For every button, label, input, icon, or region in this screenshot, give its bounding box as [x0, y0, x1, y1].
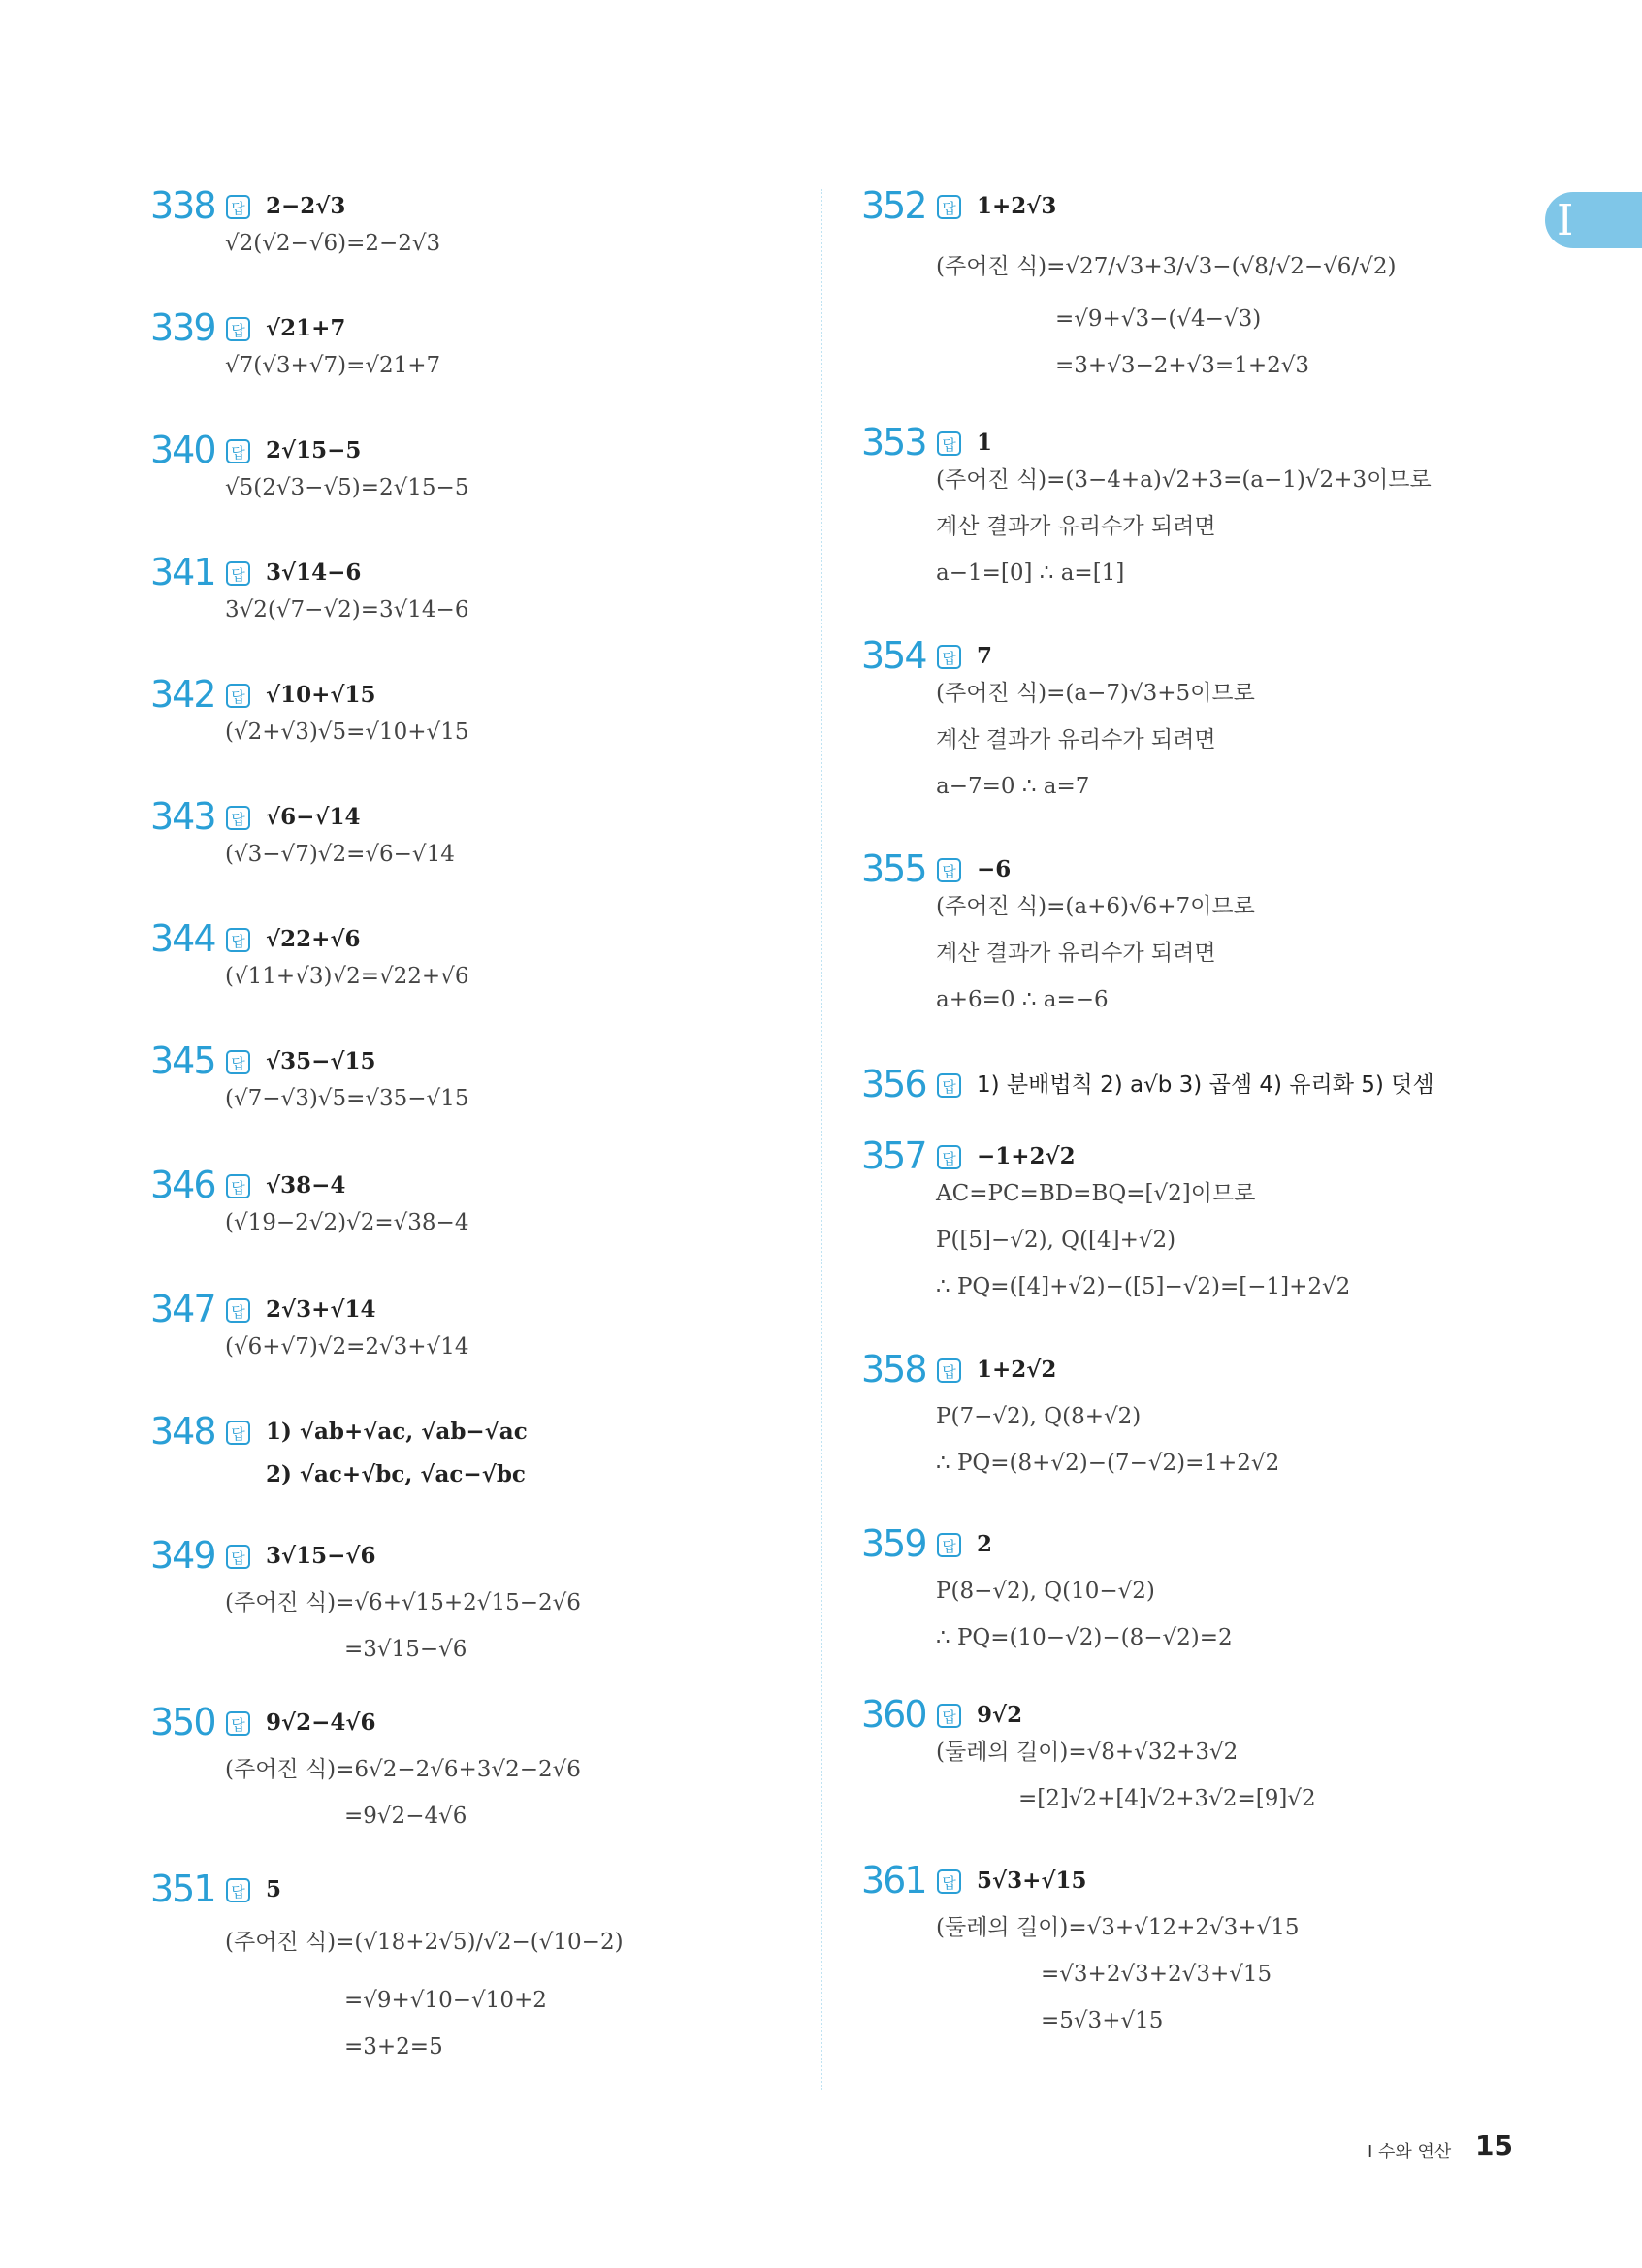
problem-number: 340: [150, 429, 215, 471]
answer-badge-icon: 답: [226, 195, 250, 219]
answer-badge-icon: 답: [226, 1545, 250, 1569]
problem-number: 346: [150, 1164, 215, 1206]
solution-line: √7(√3+√7)=√21+7: [225, 353, 441, 378]
footer-section: I 수와 연산: [1368, 2142, 1452, 2162]
problem-number: 349: [150, 1534, 215, 1577]
answer-badge-icon: 답: [937, 858, 961, 882]
answer-text: 2√3+√14: [266, 1296, 376, 1323]
answer-text: 9√2: [977, 1702, 1023, 1728]
problem-number: 357: [861, 1134, 926, 1177]
solution-line: =[2]√2+[4]√2+3√2=[9]√2: [1018, 1786, 1316, 1811]
answer-text: 1) 분배법칙 2) a√b 3) 곱셈 4) 유리화 5) 덧셈: [977, 1072, 1434, 1098]
solution-line: (√3−√7)√2=√6−√14: [225, 842, 455, 867]
answer-text: 1+2√2: [977, 1357, 1057, 1383]
solution-line: =√9+√3−(√4−√3): [1055, 306, 1262, 332]
solution-line: (√7−√3)√5=√35−√15: [225, 1086, 469, 1111]
problem-number: 355: [861, 847, 926, 890]
solution-line: (주어진 식)=(a−7)√3+5이므로: [936, 681, 1255, 706]
answer-badge-icon: 답: [226, 1421, 250, 1445]
solution-line: a+6=0 ∴ a=−6: [936, 987, 1109, 1012]
answer-badge-icon: 답: [937, 1358, 961, 1383]
answer-badge-icon: 답: [226, 1298, 250, 1323]
answer-text: 5: [266, 1876, 282, 1902]
answer-badge-icon: 답: [937, 645, 961, 669]
problem-number: 359: [861, 1522, 926, 1565]
chapter-tab: [1545, 192, 1642, 248]
answer-text: 9√2−4√6: [266, 1709, 376, 1736]
problem-number: 356: [861, 1063, 926, 1105]
answer-badge-icon: 답: [226, 439, 250, 463]
problem-number: 347: [150, 1288, 215, 1330]
answer-badge-icon: 답: [226, 928, 250, 952]
answer-text: √21+7: [266, 315, 346, 341]
solution-line: 계산 결과가 유리수가 되려면: [936, 514, 1216, 539]
problem-number: 358: [861, 1348, 926, 1390]
solution-line: (√6+√7)√2=2√3+√14: [225, 1334, 469, 1359]
solution-line: ∴ PQ=(10−√2)−(8−√2)=2: [936, 1625, 1233, 1650]
problem-number: 354: [861, 634, 926, 677]
answer-text: −6: [977, 856, 1012, 882]
solution-line: (√2+√3)√5=√10+√15: [225, 719, 469, 745]
answer-text: √35−√15: [266, 1048, 376, 1074]
solution-line: ∴ PQ=([4]+√2)−([5]−√2)=[−1]+2√2: [936, 1274, 1351, 1299]
solution-line: AC=PC=BD=BQ=[√2]이므로: [936, 1181, 1256, 1206]
solution-line: (주어진 식)=6√2−2√6+3√2−2√6: [225, 1757, 581, 1782]
solution-line: 계산 결과가 유리수가 되려면: [936, 941, 1216, 966]
answer-text: √22+√6: [266, 926, 361, 952]
answer-text: 2−2√3: [266, 193, 346, 219]
problem-number: 338: [150, 184, 215, 227]
answer-badge-icon: 답: [937, 1073, 961, 1098]
answer-badge-icon: 답: [226, 684, 250, 708]
solution-line: √2(√2−√6)=2−2√3: [225, 231, 441, 256]
solution-line: (√19−2√2)√2=√38−4: [225, 1210, 469, 1235]
problem-number: 344: [150, 917, 215, 960]
solution-line: (√11+√3)√2=√22+√6: [225, 964, 469, 989]
answer-badge-icon: 답: [937, 1145, 961, 1169]
solution-line: =3+√3−2+√3=1+2√3: [1055, 353, 1310, 378]
problem-number: 353: [861, 421, 926, 463]
answer-badge-icon: 답: [937, 1704, 961, 1728]
problem-number: 343: [150, 795, 215, 838]
solution-line: (주어진 식)=√27/√3+3/√3−(√8/√2−√6/√2): [936, 254, 1397, 279]
answer-text: √6−√14: [266, 804, 361, 830]
answer-text: 1) √ab+√ac, √ab−√ac: [266, 1419, 528, 1445]
answer-badge-icon: 답: [226, 1878, 250, 1902]
solution-line: (주어진 식)=(3−4+a)√2+3=(a−1)√2+3이므로: [936, 467, 1432, 493]
chapter-tab-label: I: [1557, 196, 1574, 245]
solution-line: a−1=[0] ∴ a=[1]: [936, 560, 1125, 586]
problem-number: 342: [150, 673, 215, 716]
answer-badge-icon: 답: [226, 1050, 250, 1074]
problem-number: 352: [861, 184, 926, 227]
answer-text: 1: [977, 430, 993, 456]
solution-line: a−7=0 ∴ a=7: [936, 774, 1090, 799]
problem-number: 360: [861, 1693, 926, 1736]
solution-line: √5(2√3−√5)=2√15−5: [225, 475, 469, 500]
answer-badge-icon: 답: [937, 1533, 961, 1557]
solution-line: (둘레의 길이)=√8+√32+3√2: [936, 1740, 1239, 1765]
answer-badge-icon: 답: [937, 431, 961, 456]
solution-line: =√3+2√3+2√3+√15: [1041, 1962, 1272, 1987]
solution-line: (둘레의 길이)=√3+√12+2√3+√15: [936, 1915, 1300, 1940]
answer-text: 3√15−√6: [266, 1543, 376, 1569]
answer-text: 5√3+√15: [977, 1868, 1087, 1894]
answer-badge-icon: 답: [226, 317, 250, 341]
solution-line: =5√3+√15: [1041, 2008, 1164, 2033]
solution-line: P(8−√2), Q(10−√2): [936, 1579, 1155, 1604]
answer-badge-icon: 답: [226, 1174, 250, 1198]
solution-line: (주어진 식)=(√18+2√5)/√2−(√10−2): [225, 1930, 624, 1955]
answer-text: −1+2√2: [977, 1143, 1076, 1169]
problem-number: 348: [150, 1410, 215, 1453]
answer-badge-icon: 답: [226, 1711, 250, 1736]
solution-line: P(7−√2), Q(8+√2): [936, 1404, 1142, 1429]
answer-badge-icon: 답: [937, 1869, 961, 1894]
answer-text: 2: [977, 1531, 993, 1557]
answer-badge-icon: 답: [937, 195, 961, 219]
problem-number: 361: [861, 1859, 926, 1901]
solution-line: =3+2=5: [344, 2034, 443, 2060]
answer-text: √10+√15: [266, 682, 376, 708]
solution-line: (주어진 식)=√6+√15+2√15−2√6: [225, 1590, 581, 1615]
answer-text: 2√15−5: [266, 437, 362, 463]
solution-line: (주어진 식)=(a+6)√6+7이므로: [936, 894, 1255, 919]
solution-line: =√9+√10−√10+2: [344, 1988, 547, 2013]
problem-number: 350: [150, 1701, 215, 1743]
solution-line: 계산 결과가 유리수가 되려면: [936, 727, 1216, 752]
page-number: 15: [1475, 2129, 1513, 2161]
problem-number: 351: [150, 1868, 215, 1910]
column-divider: [821, 189, 822, 2090]
problem-number: 341: [150, 551, 215, 593]
problem-number: 339: [150, 306, 215, 349]
answer-badge-icon: 답: [226, 806, 250, 830]
solution-line: P([5]−√2), Q([4]+√2): [936, 1228, 1176, 1253]
solution-line: =9√2−4√6: [344, 1804, 467, 1829]
solution-line: 3√2(√7−√2)=3√14−6: [225, 597, 469, 623]
answer-text: 1+2√3: [977, 193, 1057, 219]
answer-badge-icon: 답: [226, 561, 250, 586]
answer-text: √38−4: [266, 1172, 346, 1198]
answer-text: 7: [977, 643, 993, 669]
solution-line: ∴ PQ=(8+√2)−(7−√2)=1+2√2: [936, 1451, 1280, 1476]
answer-text-2: 2) √ac+√bc, √ac−√bc: [266, 1461, 526, 1487]
answer-text: 3√14−6: [266, 559, 362, 586]
solution-line: =3√15−√6: [344, 1637, 467, 1662]
problem-number: 345: [150, 1039, 215, 1082]
